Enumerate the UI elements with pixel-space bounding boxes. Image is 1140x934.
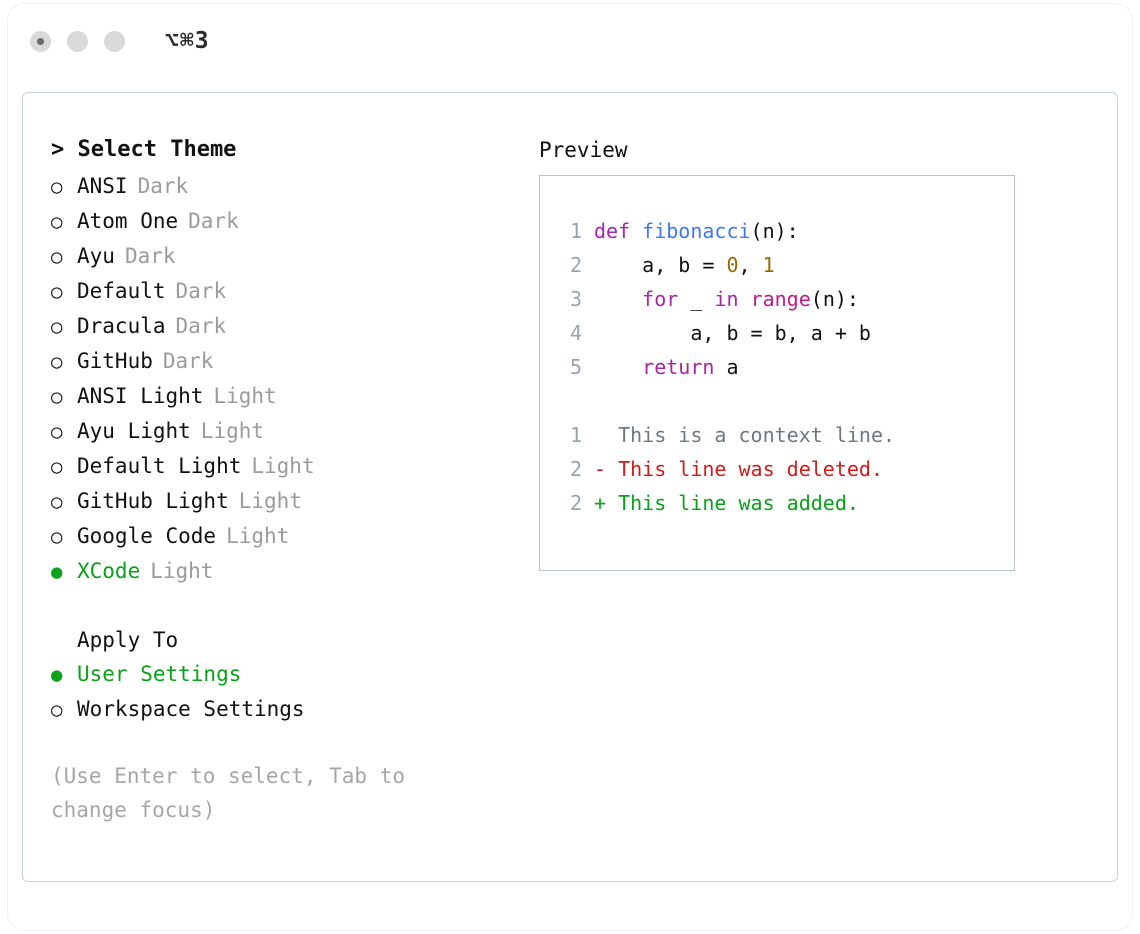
theme-list-item[interactable] xyxy=(51,309,511,344)
theme-name: Default xyxy=(77,279,166,303)
theme-name: Ayu xyxy=(77,244,115,268)
theme-list-item[interactable] xyxy=(51,239,511,274)
window-dot-3-icon[interactable] xyxy=(104,31,125,52)
theme-list[interactable] xyxy=(51,169,511,589)
radio-unselected-icon[interactable]: ○ xyxy=(51,699,63,721)
theme-name: XCode xyxy=(77,559,141,583)
theme-list-item[interactable] xyxy=(51,484,511,519)
code-text xyxy=(594,350,739,384)
code-token: a, b = b, a + b xyxy=(594,321,871,345)
code-token: (n): xyxy=(750,219,799,243)
code-line xyxy=(540,350,1014,384)
theme-selection-column xyxy=(51,133,511,827)
apply-to-list[interactable] xyxy=(51,657,511,727)
code-token: 0 xyxy=(726,253,739,277)
diff-line xyxy=(540,418,1014,452)
theme-list-item[interactable] xyxy=(51,414,511,449)
preview-box xyxy=(539,175,1015,571)
theme-variant: Dark xyxy=(188,209,239,233)
line-number: 2 xyxy=(569,457,582,481)
theme-name: GitHub xyxy=(77,349,153,373)
theme-variant: Dark xyxy=(175,279,227,303)
code-token: _ xyxy=(678,287,715,311)
line-number: 5 xyxy=(569,355,582,379)
theme-name: Ayu Light xyxy=(77,419,191,443)
code-line xyxy=(540,248,1014,282)
code-token: , xyxy=(738,253,763,277)
code-token: def xyxy=(594,219,643,243)
diff-line xyxy=(540,452,1014,486)
theme-variant: Light xyxy=(251,454,315,478)
radio-unselected-icon[interactable]: ○ xyxy=(51,386,63,408)
app-window xyxy=(8,4,1132,930)
code-line xyxy=(540,214,1014,248)
theme-name: Dracula xyxy=(77,314,166,338)
theme-variant: Light xyxy=(238,489,302,513)
window-dot-2-icon[interactable] xyxy=(67,31,88,52)
apply-to-heading: Apply To xyxy=(77,628,179,652)
theme-list-item[interactable] xyxy=(51,449,511,484)
theme-list-item[interactable] xyxy=(51,554,511,589)
code-token: fibonacci xyxy=(642,219,751,243)
radio-unselected-icon[interactable]: ○ xyxy=(51,526,63,548)
theme-name: ANSI xyxy=(77,174,128,198)
code-token xyxy=(594,355,642,379)
code-line xyxy=(540,316,1014,350)
code-token: (n): xyxy=(810,287,859,311)
diff-marker: - xyxy=(594,457,619,481)
window-controls[interactable] xyxy=(30,31,125,52)
code-token xyxy=(739,287,751,311)
line-number: 3 xyxy=(569,287,582,311)
window-title: ⌥⌘3 xyxy=(165,28,210,54)
code-text xyxy=(594,282,859,316)
code-token xyxy=(594,287,642,311)
code-text xyxy=(594,214,799,248)
code-token: a xyxy=(714,355,739,379)
theme-name: Atom One xyxy=(77,209,179,233)
radio-unselected-icon[interactable]: ○ xyxy=(51,176,63,198)
diff-marker xyxy=(594,418,618,452)
code-token: in xyxy=(714,287,739,311)
theme-variant: Dark xyxy=(124,244,176,268)
theme-list-item[interactable] xyxy=(51,204,511,239)
theme-dialog-panel xyxy=(22,92,1118,882)
diff-text: This line was added. xyxy=(618,491,859,515)
line-number: 1 xyxy=(569,219,582,243)
diff-text: This line was deleted. xyxy=(618,457,883,481)
theme-list-item[interactable] xyxy=(51,519,511,554)
line-number: 2 xyxy=(569,253,582,277)
code-token: range xyxy=(750,287,811,311)
radio-unselected-icon[interactable]: ○ xyxy=(51,421,63,443)
title-bar xyxy=(8,4,1132,78)
radio-selected-icon[interactable]: ● xyxy=(51,561,63,583)
diff-sample xyxy=(540,418,1014,520)
preview-title: Preview xyxy=(539,138,628,162)
theme-list-item[interactable] xyxy=(51,169,511,204)
radio-unselected-icon[interactable]: ○ xyxy=(51,456,63,478)
theme-variant: Light xyxy=(200,419,265,443)
code-token: a, b = xyxy=(594,253,727,277)
theme-variant: Light xyxy=(213,384,277,408)
code-text xyxy=(594,248,775,282)
theme-variant: Dark xyxy=(137,174,189,198)
preview-column xyxy=(511,133,1089,827)
radio-unselected-icon[interactable]: ○ xyxy=(51,281,63,303)
window-dot-1-icon[interactable] xyxy=(30,31,51,52)
diff-marker: + xyxy=(594,491,619,515)
code-text xyxy=(594,316,871,350)
theme-variant: Dark xyxy=(175,314,227,338)
line-number: 2 xyxy=(569,491,582,515)
code-token: 1 xyxy=(762,253,775,277)
apply-to-label: Workspace Settings xyxy=(77,697,305,721)
select-theme-heading: > Select Theme xyxy=(51,137,237,162)
apply-to-label: User Settings xyxy=(77,662,242,686)
theme-variant: Light xyxy=(226,524,290,548)
code-token: for xyxy=(642,287,679,311)
code-token: return xyxy=(642,355,715,379)
theme-name: ANSI Light xyxy=(77,384,204,408)
line-number: 4 xyxy=(569,321,582,345)
theme-variant: Light xyxy=(150,559,214,583)
diff-text: This is a context line. xyxy=(618,423,896,447)
theme-name: GitHub Light xyxy=(77,489,229,513)
diff-line xyxy=(540,486,1014,520)
line-number: 1 xyxy=(569,423,582,447)
code-sample xyxy=(540,214,1014,384)
code-line xyxy=(540,282,1014,316)
radio-unselected-icon[interactable]: ○ xyxy=(51,491,63,513)
theme-list-item[interactable] xyxy=(51,274,511,309)
radio-unselected-icon[interactable]: ○ xyxy=(51,316,63,338)
radio-unselected-icon[interactable]: ○ xyxy=(51,246,63,268)
apply-to-item[interactable] xyxy=(51,692,511,727)
apply-to-item[interactable] xyxy=(51,657,511,692)
theme-list-item[interactable] xyxy=(51,379,511,414)
radio-unselected-icon[interactable]: ○ xyxy=(51,351,63,373)
theme-name: Google Code xyxy=(77,524,217,548)
radio-selected-icon[interactable]: ● xyxy=(51,664,63,686)
theme-list-item[interactable] xyxy=(51,344,511,379)
theme-name: Default Light xyxy=(77,454,242,478)
keyboard-hint: (Use Enter to select, Tab to change focus) xyxy=(51,764,406,822)
theme-variant: Dark xyxy=(162,349,214,373)
radio-unselected-icon[interactable]: ○ xyxy=(51,211,63,233)
